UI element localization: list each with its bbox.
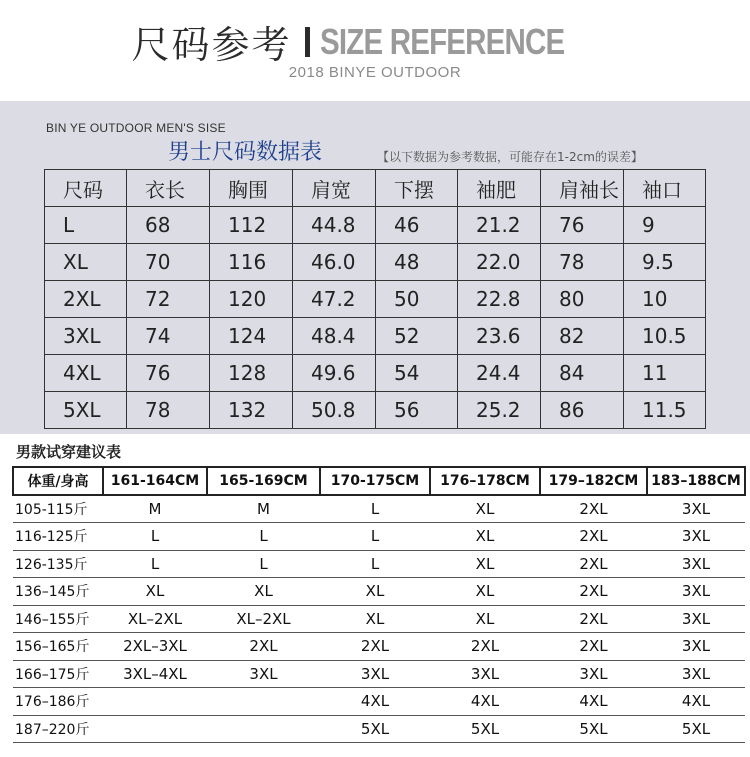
table-cell: 2XL	[207, 633, 320, 661]
table-cell: XL–2XL	[207, 605, 320, 633]
table-cell: 120	[210, 281, 293, 318]
header-cell: 袖口	[624, 170, 706, 207]
table-cell: 44.8	[293, 207, 376, 244]
size-table-title: 男士尺码数据表	[168, 140, 323, 165]
table-cell: 3XL	[430, 660, 540, 688]
weight-cell: 146–155斤	[13, 605, 103, 633]
table-cell: 3XL	[647, 578, 745, 606]
table-cell: 132	[210, 392, 293, 429]
header-cell: 161-164CM	[103, 467, 207, 495]
table-cell: XL	[430, 578, 540, 606]
size-table-header-row	[45, 170, 706, 207]
recommendation-table	[12, 466, 746, 743]
table-cell: 3XL	[647, 660, 745, 688]
recommendation-header-row	[13, 467, 745, 495]
table-cell: 10	[624, 281, 706, 318]
recommendation-title: 男款试穿建议表	[16, 443, 122, 461]
table-cell: 5XL	[647, 715, 745, 743]
table-row	[45, 207, 706, 244]
table-cell: 46	[376, 207, 458, 244]
table-cell: L	[320, 495, 430, 523]
table-cell: XL–2XL	[103, 605, 207, 633]
header-cell: 肩袖长	[541, 170, 624, 207]
header-cell: 165-169CM	[207, 467, 320, 495]
weight-cell: 136–145斤	[13, 578, 103, 606]
brand-line: BIN YE OUTDOOR MEN'S SISE	[46, 121, 226, 135]
table-cell: 54	[376, 355, 458, 392]
table-cell: 3XL	[647, 495, 745, 523]
table-cell: XL	[45, 244, 127, 281]
table-cell: 2XL	[540, 523, 647, 551]
table-cell: 11	[624, 355, 706, 392]
table-cell: 3XL	[45, 318, 127, 355]
table-cell: 49.6	[293, 355, 376, 392]
table-cell: 3XL	[647, 605, 745, 633]
header-cell: 下摆	[376, 170, 458, 207]
table-cell: XL	[320, 605, 430, 633]
table-cell: 3XL	[540, 660, 647, 688]
table-cell: L	[103, 523, 207, 551]
table-cell: 3XL	[647, 633, 745, 661]
weight-cell: 126-135斤	[13, 550, 103, 578]
table-cell: 52	[376, 318, 458, 355]
weight-cell: 116-125斤	[13, 523, 103, 551]
table-cell: 21.2	[458, 207, 541, 244]
table-row	[45, 244, 706, 281]
table-cell: L	[320, 523, 430, 551]
table-cell: 5XL	[320, 715, 430, 743]
page-header	[0, 0, 750, 100]
table-row	[45, 355, 706, 392]
table-cell	[207, 715, 320, 743]
table-cell: 76	[541, 207, 624, 244]
table-cell: 5XL	[540, 715, 647, 743]
header-cell: 179–182CM	[540, 467, 647, 495]
size-table	[44, 169, 706, 429]
table-cell: XL	[320, 578, 430, 606]
table-cell: 2XL–3XL	[103, 633, 207, 661]
table-cell: 50.8	[293, 392, 376, 429]
page-title-en: SIZE REFERENCE	[320, 20, 565, 62]
table-cell: 2XL	[540, 578, 647, 606]
table-cell: 2XL	[540, 605, 647, 633]
title-row	[0, 14, 750, 69]
table-cell: 112	[210, 207, 293, 244]
table-cell: 23.6	[458, 318, 541, 355]
table-cell: L	[207, 550, 320, 578]
header-cell: 183–188CM	[647, 467, 745, 495]
table-cell: 3XL	[320, 660, 430, 688]
table-cell: 68	[127, 207, 210, 244]
table-cell: 2XL	[540, 633, 647, 661]
table-cell: 4XL	[45, 355, 127, 392]
table-row	[13, 660, 745, 688]
table-cell: 128	[210, 355, 293, 392]
table-cell: 74	[127, 318, 210, 355]
table-cell: 9.5	[624, 244, 706, 281]
table-cell: 24.4	[458, 355, 541, 392]
page-title-cn: 尺码参考	[131, 23, 292, 67]
table-cell: L	[207, 523, 320, 551]
table-cell: 5XL	[45, 392, 127, 429]
table-row	[13, 550, 745, 578]
weight-cell: 166–175斤	[13, 660, 103, 688]
size-chart-panel	[0, 101, 750, 434]
table-cell: 80	[541, 281, 624, 318]
weight-cell: 187–220斤	[13, 715, 103, 743]
table-cell: 25.2	[458, 392, 541, 429]
table-row	[13, 715, 745, 743]
table-cell: 2XL	[320, 633, 430, 661]
title-divider	[305, 27, 310, 57]
table-cell: 82	[541, 318, 624, 355]
table-cell: XL	[207, 578, 320, 606]
header-cell: 176–178CM	[430, 467, 540, 495]
table-cell: 22.0	[458, 244, 541, 281]
header-cell: 尺码	[45, 170, 127, 207]
table-cell: 4XL	[647, 688, 745, 716]
table-cell	[103, 715, 207, 743]
table-cell: XL	[430, 523, 540, 551]
table-cell: 4XL	[320, 688, 430, 716]
table-cell: 46.0	[293, 244, 376, 281]
table-cell: 3XL	[647, 523, 745, 551]
table-cell: 70	[127, 244, 210, 281]
header-cell: 胸围	[210, 170, 293, 207]
table-cell: 3XL–4XL	[103, 660, 207, 688]
header-cell: 袖肥	[458, 170, 541, 207]
table-cell: 4XL	[430, 688, 540, 716]
table-cell: 124	[210, 318, 293, 355]
table-cell: 5XL	[430, 715, 540, 743]
header-cell: 体重/身高	[13, 467, 103, 495]
table-cell: 2XL	[540, 495, 647, 523]
table-cell: 11.5	[624, 392, 706, 429]
table-cell: 2XL	[430, 633, 540, 661]
table-cell: 2XL	[45, 281, 127, 318]
table-row	[13, 578, 745, 606]
table-cell: 72	[127, 281, 210, 318]
table-cell: 2XL	[540, 550, 647, 578]
table-cell: 48.4	[293, 318, 376, 355]
table-cell: 22.8	[458, 281, 541, 318]
table-cell: L	[45, 207, 127, 244]
table-cell: 50	[376, 281, 458, 318]
table-row	[13, 633, 745, 661]
table-cell: 86	[541, 392, 624, 429]
table-cell: 9	[624, 207, 706, 244]
table-cell: 4XL	[540, 688, 647, 716]
table-cell: L	[103, 550, 207, 578]
table-row	[13, 688, 745, 716]
table-cell: 78	[541, 244, 624, 281]
table-cell	[207, 688, 320, 716]
page-subtitle: 2018 BINYE OUTDOOR	[288, 64, 462, 81]
table-cell: XL	[430, 605, 540, 633]
table-row	[45, 318, 706, 355]
table-cell: 76	[127, 355, 210, 392]
table-cell: 10.5	[624, 318, 706, 355]
table-cell: XL	[430, 550, 540, 578]
header-cell: 衣长	[127, 170, 210, 207]
table-row	[13, 605, 745, 633]
table-row	[13, 523, 745, 551]
table-cell: XL	[103, 578, 207, 606]
table-cell: 78	[127, 392, 210, 429]
table-cell: M	[207, 495, 320, 523]
table-cell: 3XL	[647, 550, 745, 578]
table-cell: 3XL	[207, 660, 320, 688]
table-row	[13, 495, 745, 523]
table-cell: 116	[210, 244, 293, 281]
weight-cell: 156–165斤	[13, 633, 103, 661]
size-table-note: 【以下数据为参考数据，可能存在1-2cm的误差】	[377, 150, 643, 164]
header-cell: 肩宽	[293, 170, 376, 207]
table-cell	[103, 688, 207, 716]
table-cell: 84	[541, 355, 624, 392]
weight-cell: 176–186斤	[13, 688, 103, 716]
table-cell: 48	[376, 244, 458, 281]
table-row	[45, 392, 706, 429]
header-cell: 170-175CM	[320, 467, 430, 495]
table-cell: 56	[376, 392, 458, 429]
table-cell: 47.2	[293, 281, 376, 318]
weight-cell: 105-115斤	[13, 495, 103, 523]
table-cell: XL	[430, 495, 540, 523]
table-cell: M	[103, 495, 207, 523]
table-row	[45, 281, 706, 318]
table-cell: L	[320, 550, 430, 578]
